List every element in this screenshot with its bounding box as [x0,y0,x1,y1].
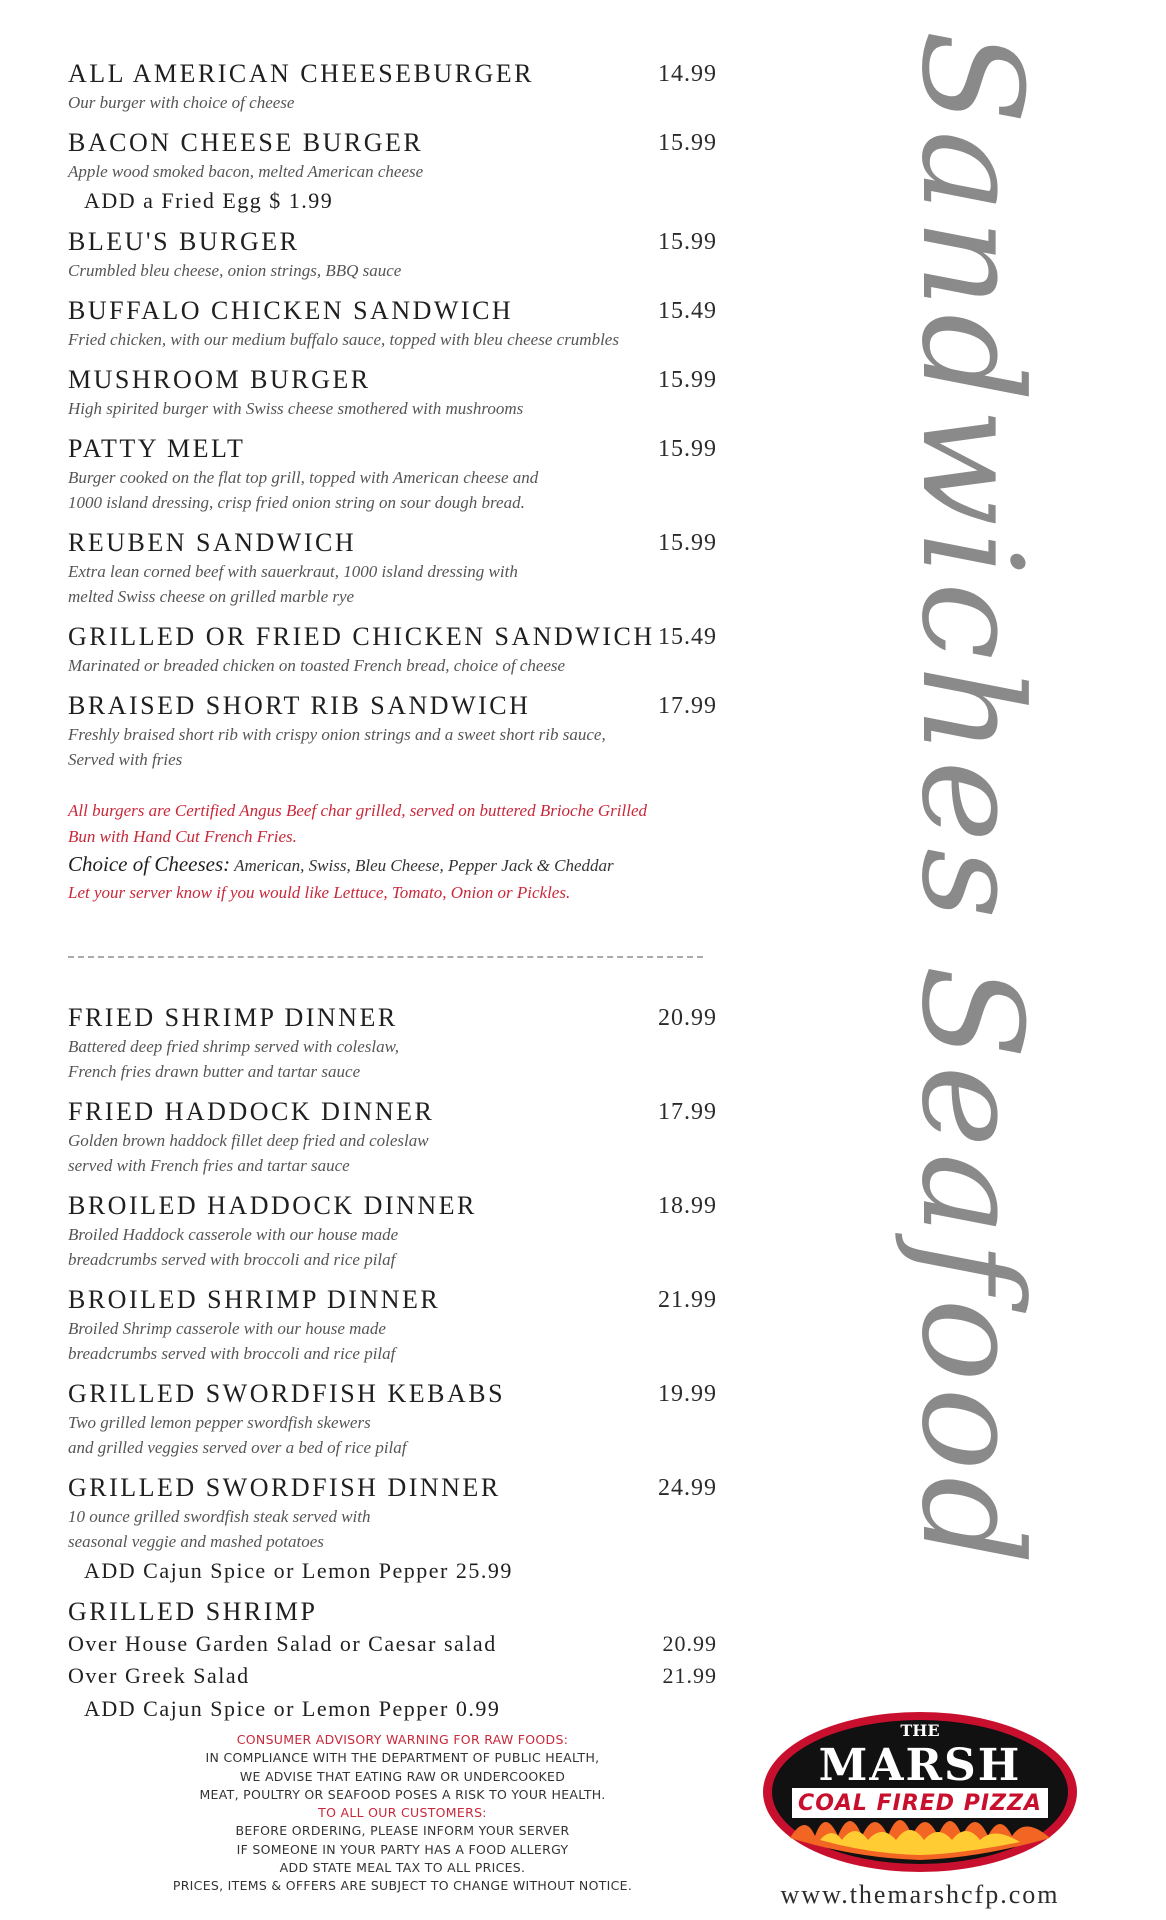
item-name: GRILLED SHRIMP [68,1597,318,1626]
menu-item [68,527,717,609]
advisory-line: MEAT, POULTRY OR SEAFOOD POSES A RISK TO YOUR HEALTH. [199,1786,606,1802]
menu-item [68,127,717,214]
item-description: Broiled Haddock casserole with our house made [68,1225,399,1244]
item-name: BACON CHEESE BURGER [68,128,424,157]
section-divider [68,956,703,958]
marsh-logo [760,1708,1080,1876]
item-description: breadcrumbs served with broccoli and rice pilaf [68,1250,396,1269]
advisory-line: CONSUMER ADVISORY WARNING FOR RAW FOODS: [236,1732,569,1747]
item-addon: ADD a Fried Egg $ 1.99 [84,188,334,213]
option-label: Over Greek Salad [68,1663,250,1688]
menu-item [68,1284,717,1366]
item-description: Our burger with choice of cheese [68,93,295,112]
item-price: 17.99 [658,693,717,719]
item-description: Extra lean corned beef with sauerkraut, 1000 island dressing with [68,562,518,581]
menu-column [68,58,717,1734]
item-name: BUFFALO CHICKEN SANDWICH [68,296,514,325]
item-name: REUBEN SANDWICH [68,528,357,557]
item-name: ALL AMERICAN CHEESEBURGER [68,59,534,88]
item-description: Broiled Shrimp casserole with our house made [68,1319,386,1338]
item-name: GRILLED SWORDFISH KEBABS [68,1379,506,1408]
logo-tagline: COAL FIRED PIZZA [798,1791,1042,1816]
grilled-shrimp-option [68,1628,717,1660]
item-name: BLEU'S BURGER [68,227,300,256]
item-price: 15.99 [658,530,717,556]
item-price: 15.99 [658,130,717,156]
menu-item [68,58,717,115]
menu-item [68,226,717,283]
advisory-line: TO ALL OUR CUSTOMERS: [318,1805,487,1821]
item-name: FRIED HADDOCK DINNER [68,1097,435,1126]
grilled-shrimp-option [68,1660,717,1692]
website-url[interactable]: www.themarshcfp.com [780,1880,1060,1909]
menu-item [68,1096,717,1178]
menu-item [68,1190,717,1272]
item-price: 15.99 [658,436,717,462]
item-description: High spirited burger with Swiss cheese smothered with mushrooms [68,399,524,418]
logo-the: THE [900,1721,940,1740]
item-description: Marinated or breaded chicken on toasted French bread, choice of cheese [68,656,566,675]
item-description: and grilled veggies served over a bed of rice pilaf [68,1438,407,1457]
seafood-script-title: Seafood [891,965,1052,1572]
menu-item [68,621,717,678]
burger-note-line1: All burgers are Certified Angus Beef char grilled, served on buttered Brioche Grilled [68,801,648,820]
grilled-shrimp-addon: ADD Cajun Spice or Lemon Pepper 0.99 [84,1696,501,1721]
item-addon: ADD Cajun Spice or Lemon Pepper 25.99 [84,1558,513,1583]
item-description: Apple wood smoked bacon, melted American cheese [68,162,424,181]
option-label: Over House Garden Salad or Caesar salad [68,1631,497,1656]
item-price: 15.49 [658,624,717,650]
menu-item [68,690,717,772]
item-description: Freshly braised short rib with crispy onion strings and a sweet short rib sauce, [68,725,606,744]
item-name: GRILLED OR FRIED CHICKEN SANDWICH [68,622,655,651]
advisory-line: IN COMPLIANCE WITH THE DEPARTMENT OF PUBLIC HEALTH, [205,1750,600,1766]
item-name: BROILED HADDOCK DINNER [68,1191,477,1220]
item-price: 15.99 [658,229,717,255]
item-price: 21.99 [658,1287,717,1313]
item-description: breadcrumbs served with broccoli and rice pilaf [68,1344,396,1363]
cheese-label: Choice of Cheeses: [68,852,231,876]
menu-item [68,433,717,515]
item-description: Two grilled lemon pepper swordfish skewers [68,1413,371,1432]
item-name: FRIED SHRIMP DINNER [68,1003,398,1032]
menu-item [68,1378,717,1460]
sandwiches-script-title: Sandwiches [891,30,1052,925]
item-description: seasonal veggie and mashed potatoes [68,1532,324,1551]
advisory-line: WE ADVISE THAT EATING RAW OR UNDERCOOKED [239,1768,566,1784]
item-description: French fries drawn butter and tartar sauce [68,1062,361,1081]
grilled-shrimp-item [68,1596,717,1722]
menu-item [68,1472,717,1584]
item-description: Golden brown haddock fillet deep fried and coleslaw [68,1131,429,1150]
cheese-choices [68,850,703,880]
item-description: Crumbled bleu cheese, onion strings, BBQ sauce [68,261,402,280]
item-description: melted Swiss cheese on grilled marble rye [68,587,355,606]
seafood-list [68,1002,717,1584]
item-name: BRAISED SHORT RIB SANDWICH [68,691,531,720]
item-price: 14.99 [658,61,717,87]
option-price: 21.99 [662,1663,717,1688]
burger-note-line2: Bun with Hand Cut French Fries. [68,827,297,846]
item-description: served with French fries and tartar sauce [68,1156,350,1175]
item-price: 19.99 [658,1381,717,1407]
item-description: Battered deep fried shrimp served with coleslaw, [68,1037,399,1056]
advisory-line: ADD STATE MEAL TAX TO ALL PRICES. [279,1860,526,1876]
item-price: 20.99 [658,1005,717,1031]
cheese-list: American, Swiss, Bleu Cheese, Pepper Jack & Cheddar [234,856,614,875]
advisory-line: BEFORE ORDERING, PLEASE INFORM YOUR SERVER [235,1823,570,1839]
item-description: Served with fries [68,750,183,769]
server-note: Let your server know if you would like Lettuce, Tomato, Onion or Pickles. [68,883,571,902]
item-price: 15.49 [658,298,717,324]
item-price: 24.99 [658,1475,717,1501]
consumer-advisory [130,1731,675,1896]
item-name: BROILED SHRIMP DINNER [68,1285,441,1314]
burger-notes [68,798,703,906]
item-description: 10 ounce grilled swordfish steak served with [68,1507,371,1526]
advisory-line: IF SOMEONE IN YOUR PARTY HAS A FOOD ALLERGY [236,1841,569,1857]
menu-item [68,364,717,421]
menu-item [68,295,717,352]
item-description: Fried chicken, with our medium buffalo sauce, topped with bleu cheese crumbles [68,330,619,349]
item-name: MUSHROOM BURGER [68,365,371,394]
item-description: 1000 island dressing, crisp fried onion string on sour dough bread. [68,493,525,512]
logo-marsh: MARSH [818,1740,1022,1791]
option-price: 20.99 [662,1631,717,1656]
item-price: 15.99 [658,367,717,393]
item-name: GRILLED SWORDFISH DINNER [68,1473,501,1502]
item-price: 17.99 [658,1099,717,1125]
item-price: 18.99 [658,1193,717,1219]
sandwich-list [68,58,717,772]
item-name: PATTY MELT [68,434,246,463]
advisory-line: PRICES, ITEMS & OFFERS ARE SUBJECT TO CHANGE WITHOUT NOTICE. [172,1878,633,1894]
item-description: Burger cooked on the flat top grill, topped with American cheese and [68,468,539,487]
menu-item [68,1002,717,1084]
